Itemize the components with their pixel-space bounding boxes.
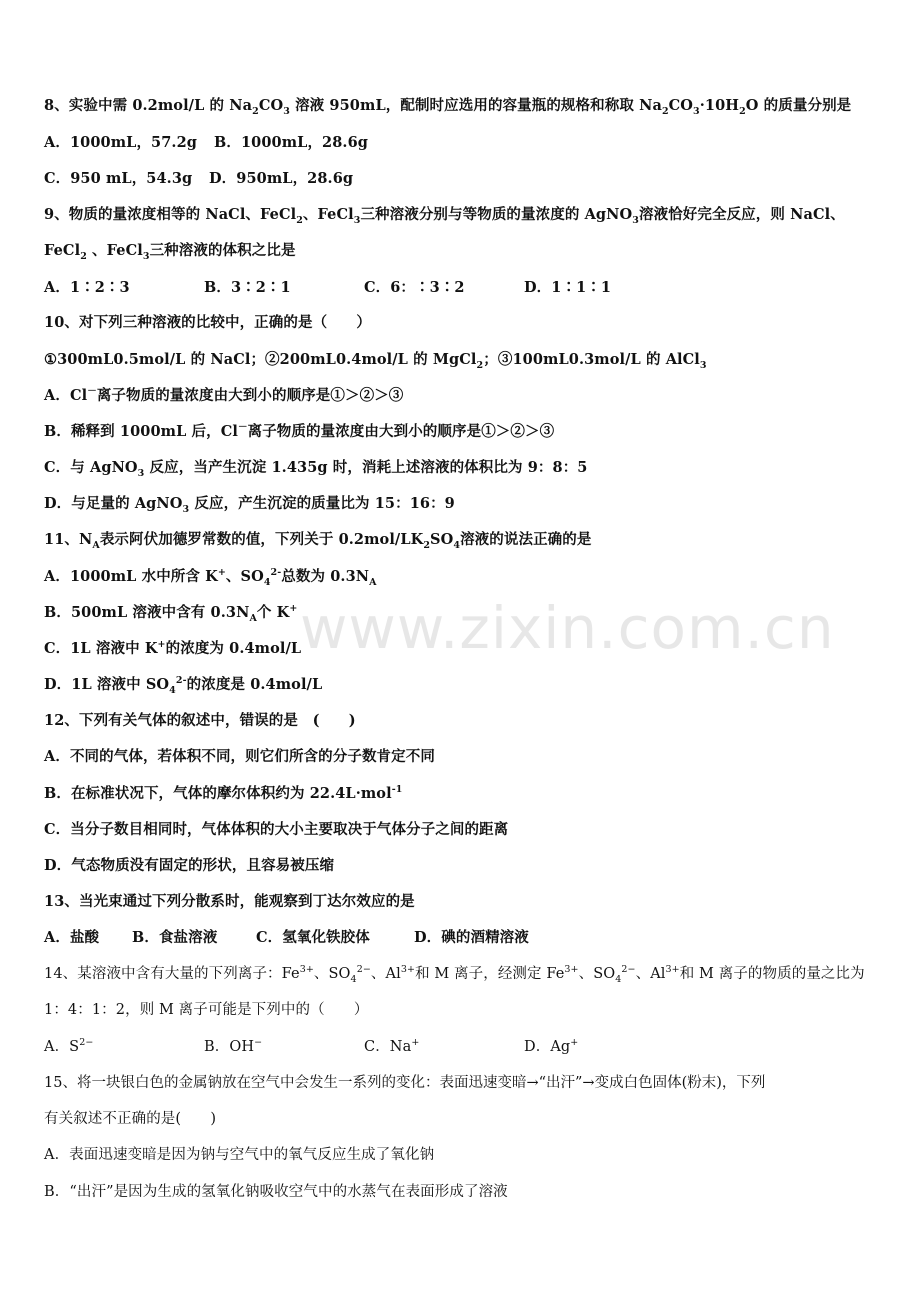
question-13-options xyxy=(44,928,880,948)
question-8-options-cd xyxy=(44,169,880,189)
question-10-option-a: A．Cl－离子物质的量浓度由大到小的顺序是①＞②＞③ xyxy=(44,386,404,404)
question-9-stem-line2: FeCl$_2$ 、FeCl$_3$三种溶液的体积之比是 xyxy=(44,242,296,262)
question-8-options-ab xyxy=(44,133,880,153)
option-b: B．食盐溶液 xyxy=(132,929,218,946)
option-d: D．950mL，28.6g xyxy=(209,170,354,187)
question-13-stem: 13、当光束通过下列分散系时，能观察到丁达尔效应的是 xyxy=(44,893,415,910)
option-a: A．盐酸 xyxy=(44,929,100,946)
question-12-option-d: D．气态物质没有固定的形状，且容易被压缩 xyxy=(44,857,335,874)
option-b: B．1000mL，28.6g xyxy=(214,134,369,151)
question-10-option-c: C．与 AgNO$_3$ 反应，当产生沉淀 1.435g 时，消耗上述溶液的体积比为 9：8：5 xyxy=(44,459,588,479)
option-d: D．碘的酒精溶液 xyxy=(414,929,529,946)
option-c: C．950 mL，54.3g xyxy=(44,170,193,187)
question-14-stem-line2: 1：4：1：2，则 M 离子可能是下列中的（ ） xyxy=(44,1002,369,1018)
question-11-option-d: D．1L 溶液中 $SO_4^{2-}$的浓度是 0.4mol/L xyxy=(44,675,323,696)
option-d: D．1∶1∶1 xyxy=(524,279,612,296)
option-c: C．Na+ xyxy=(364,1037,420,1055)
option-a: A．1000mL，57.2g xyxy=(44,134,197,151)
option-c: C．6：∶3∶2 xyxy=(364,279,465,296)
watermark: www.zixin.com.cn xyxy=(300,594,835,662)
question-14-stem-line1: 14、某溶液中含有大量的下列离子：$Fe^{3+}$、$SO_4^{2-}$、$Al^{3+}$和 M 离子，经测定 $Fe^{3+}$、$SO_4^{2-}$、$Al^{3+}$和 M 离子的物质的量之比为 xyxy=(44,964,865,985)
option-a: A．$S^{2-}$ xyxy=(44,1037,94,1055)
question-9-stem-line1: 9、物质的量浓度相等的 NaCl、FeCl$_2$、FeCl$_3$三种溶液分别与等物质的量浓度的 AgNO$_3$溶液恰好完全反应，则 NaCl、 xyxy=(44,206,845,226)
option-c: C．氢氧化铁胶体 xyxy=(256,929,370,946)
option-b: B．3∶2∶1 xyxy=(204,279,291,296)
question-12-option-b: B．在标准状况下，气体的摩尔体积约为 22.4L·mol$^{-1}$ xyxy=(44,784,403,802)
question-10-given: ①300mL0.5mol/L 的 NaCl；②200mL0.4mol/L 的 MgCl$_2$；③100mL0.3mol/L 的 AlCl$_3$ xyxy=(44,351,707,371)
question-10-stem: 10、对下列三种溶液的比较中，正确的是（ ） xyxy=(44,314,371,331)
question-10-option-b: B．稀释到 1000mL 后，Cl－离子物质的量浓度由大到小的顺序是①＞②＞③ xyxy=(44,422,555,440)
option-a: A．1∶2∶3 xyxy=(44,279,130,296)
question-12-option-a: A．不同的气体，若体积不同，则它们所含的分子数肯定不同 xyxy=(44,748,435,765)
question-12-stem: 12、下列有关气体的叙述中，错误的是 ( ) xyxy=(44,712,356,729)
question-14-options xyxy=(44,1037,880,1057)
question-9-options xyxy=(44,278,880,298)
question-8-stem: 8、实验中需 0.2mol/L 的 $Na_2CO_3$ 溶液 950mL，配制时应选用的容量瓶的规格和称取 $Na_2CO_3\cdot 10H_2O$ 的质量分别是 xyxy=(44,97,852,117)
option-b: B．OH− xyxy=(204,1037,263,1055)
question-15-stem-line1: 15、将一块银白色的金属钠放在空气中会发生一系列的变化：表面迅速变暗→“出汗”→变成白色固体(粉末)，下列 xyxy=(44,1075,766,1091)
question-11-stem: 11、$N_A$表示阿伏加德罗常数的值，下列关于 $0.2mol/LK_2SO_4$溶液的说法正确的是 xyxy=(44,531,592,551)
question-15-option-b: B．“出汗”是因为生成的氢氧化钠吸收空气中的水蒸气在表面形成了溶液 xyxy=(44,1184,508,1200)
option-d: D．Ag+ xyxy=(524,1037,579,1055)
question-10-option-d: D．与足量的 AgNO$_3$ 反应，产生沉淀的质量比为 15：16：9 xyxy=(44,495,455,515)
question-15-option-a: A．表面迅速变暗是因为钠与空气中的氧气反应生成了氧化钠 xyxy=(44,1147,435,1163)
question-15-stem-line2: 有关叙述不正确的是( ) xyxy=(44,1111,217,1127)
question-11-option-a: A．1000mL 水中所含 K+、$SO_4^{2-}$总数为 $0.3N_A$ xyxy=(44,567,377,588)
question-11-option-c: C．1L 溶液中 K+的浓度为 0.4mol/L xyxy=(44,639,302,657)
question-12-option-c: C．当分子数目相同时，气体体积的大小主要取决于气体分子之间的距离 xyxy=(44,821,509,838)
question-11-option-b: B．500mL 溶液中含有 $0.3N_A$个 K+ xyxy=(44,603,298,624)
